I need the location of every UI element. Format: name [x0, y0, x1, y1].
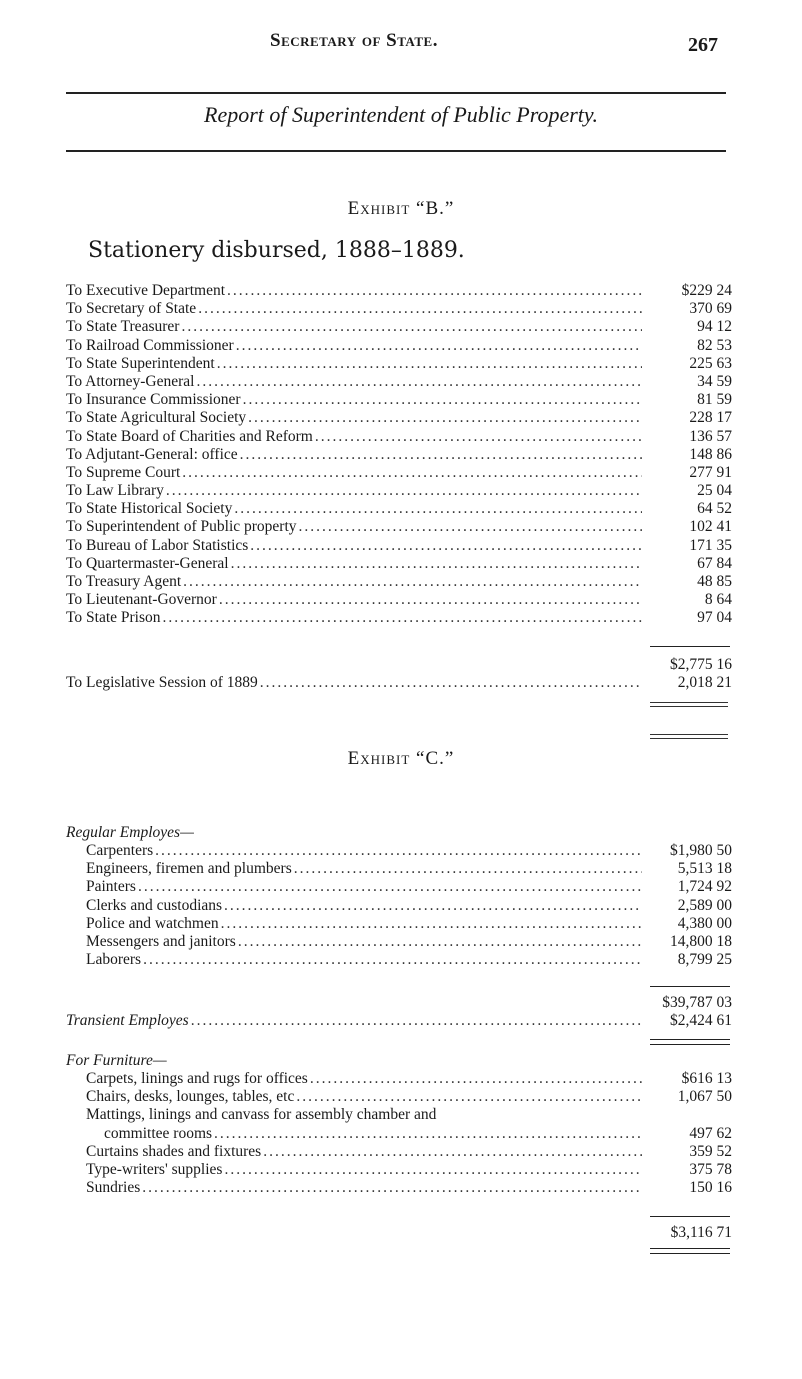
item-amount: $616 13 — [681, 1070, 732, 1087]
leader-dots — [181, 318, 642, 336]
item-amount: 8,799 25 — [677, 951, 732, 969]
item-amount: 97 04 — [697, 609, 732, 627]
leader-dots — [219, 591, 642, 609]
list-item — [66, 482, 732, 500]
exhibit-b-totals — [66, 656, 732, 692]
item-label: To Executive Department — [66, 282, 226, 299]
item-label: To Secretary of State — [66, 300, 197, 318]
regular-total-rule — [650, 986, 730, 987]
item-amount: 4,380 00 — [677, 914, 732, 932]
leader-dots — [250, 537, 642, 555]
leader-dots — [294, 860, 642, 878]
leader-dots — [296, 1088, 642, 1106]
list-item — [66, 933, 732, 951]
header-rule-top — [66, 92, 726, 94]
regular-employes-list — [66, 824, 732, 969]
item-label: Police and watchmen — [86, 914, 219, 932]
legislative-row — [66, 674, 732, 692]
furniture-total-amount: $3,116 71 — [670, 1224, 732, 1241]
leader-dots — [138, 878, 642, 896]
list-item — [66, 1125, 732, 1143]
leader-dots — [234, 500, 642, 518]
item-amount: 228 17 — [689, 409, 732, 427]
item-label: To Law Library — [66, 482, 164, 500]
item-amount: 34 59 — [697, 372, 732, 390]
furniture-total-row — [66, 1224, 732, 1242]
item-amount: 94 12 — [697, 318, 732, 336]
leader-dots — [182, 464, 642, 482]
item-label: Sundries — [86, 1179, 141, 1197]
list-item — [66, 860, 732, 878]
item-amount: 150 16 — [689, 1179, 732, 1197]
leader-dots — [183, 573, 642, 591]
leader-dots — [196, 373, 642, 391]
item-amount: 81 59 — [697, 391, 732, 409]
leader-dots — [155, 842, 642, 860]
regular-totals — [66, 994, 732, 1030]
list-item — [66, 373, 732, 391]
item-label: To Railroad Commissioner — [66, 336, 234, 354]
leader-dots — [198, 300, 642, 318]
header-rule-bottom — [66, 150, 726, 152]
leader-dots — [227, 282, 642, 300]
subtotal-rule — [650, 646, 730, 647]
list-item — [66, 500, 732, 518]
page-number: 267 — [688, 34, 718, 56]
exhibit-b-list — [66, 282, 732, 628]
list-item — [66, 409, 732, 427]
item-label: To State Treasurer — [66, 318, 180, 336]
item-label: To Insurance Commissioner — [66, 391, 241, 409]
item-label: To State Historical Society — [66, 500, 233, 518]
leader-dots — [263, 1143, 642, 1161]
list-item — [66, 609, 732, 627]
item-label: To Lieutenant-Governor — [66, 591, 217, 609]
item-label: Carpenters — [86, 842, 154, 859]
dash-rule — [650, 702, 728, 707]
list-item — [66, 1070, 732, 1088]
leader-dots — [143, 951, 642, 969]
item-amount: 148 86 — [689, 445, 732, 463]
furniture-heading: For Furniture— — [66, 1052, 167, 1069]
list-item — [66, 1143, 732, 1161]
item-label: Type-writers' supplies — [86, 1160, 223, 1178]
item-amount: 82 53 — [697, 336, 732, 354]
list-item — [66, 518, 732, 536]
item-amount: 375 78 — [689, 1160, 732, 1178]
list-item — [66, 878, 732, 896]
double-rule — [650, 1248, 730, 1254]
item-amount: 136 57 — [689, 427, 732, 445]
item-label: Engineers, firemen and plumbers — [86, 860, 292, 878]
exhibit-c-heading: Exhibit “C.” — [347, 748, 455, 769]
leader-dots — [240, 446, 642, 464]
list-item — [66, 555, 732, 573]
leader-dots — [260, 674, 642, 692]
list-item — [66, 915, 732, 933]
list-item — [66, 318, 732, 336]
item-amount: 25 04 — [697, 482, 732, 500]
leader-dots — [231, 555, 642, 573]
list-item — [66, 337, 732, 355]
item-amount: 2,589 00 — [677, 896, 732, 914]
item-label: To State Board of Charities and Reform — [66, 427, 313, 445]
item-amount: $229 24 — [681, 282, 732, 299]
leader-dots — [142, 1179, 642, 1197]
item-label: Curtains shades and fixtures — [86, 1142, 262, 1160]
list-item — [66, 537, 732, 555]
item-label: To Attorney-General — [66, 372, 195, 390]
item-amount: 64 52 — [697, 500, 732, 518]
item-label: Messengers and janitors — [86, 932, 236, 950]
leader-dots — [236, 337, 642, 355]
list-item — [66, 1161, 732, 1179]
leader-dots — [224, 1161, 642, 1179]
leader-dots — [315, 428, 642, 446]
exhibit-b-heading: Exhibit “B.” — [347, 198, 455, 219]
item-label: To Adjutant-General: office — [66, 445, 238, 463]
double-rule — [650, 1039, 730, 1045]
item-label: To Supreme Court — [66, 463, 181, 481]
leader-dots — [224, 897, 642, 915]
leader-dots — [243, 391, 642, 409]
leader-dots — [299, 518, 642, 536]
list-item — [66, 573, 732, 591]
leader-dots — [214, 1125, 642, 1143]
list-item — [66, 951, 732, 969]
list-item — [66, 300, 732, 318]
leader-dots — [217, 355, 642, 373]
leader-dots — [248, 409, 642, 427]
list-item — [66, 282, 732, 300]
exhibit-b-subtitle: Stationery disbursed, 1888–1889. — [88, 238, 465, 263]
item-label: To Treasury Agent — [66, 573, 182, 590]
item-label: To State Agricultural Society — [66, 409, 247, 427]
item-label: To Bureau of Labor Statistics — [66, 536, 249, 554]
item-amount: 370 69 — [689, 300, 732, 318]
list-item — [66, 1106, 732, 1124]
leader-dots — [310, 1070, 642, 1088]
transient-label: Transient Employes — [66, 1012, 189, 1030]
transient-amount: $2,424 61 — [670, 1012, 732, 1030]
legislative-amount: 2,018 21 — [677, 674, 732, 692]
item-label: committee rooms — [104, 1124, 213, 1142]
list-item — [66, 1179, 732, 1197]
item-amount: 48 85 — [697, 573, 732, 590]
list-item — [66, 1088, 732, 1106]
item-label: Mattings, linings and canvass for assembly chamber and — [86, 1106, 437, 1124]
list-item — [66, 464, 732, 482]
item-amount: 67 84 — [697, 554, 732, 572]
item-amount: 171 35 — [689, 536, 732, 554]
item-amount: 277 91 — [689, 463, 732, 481]
leader-dots — [238, 933, 642, 951]
list-item — [66, 897, 732, 915]
dash-rule — [650, 734, 728, 739]
item-amount: 225 63 — [689, 354, 732, 372]
leader-dots — [166, 482, 642, 500]
item-amount: 1,067 50 — [677, 1088, 732, 1106]
list-item — [66, 355, 732, 373]
legislative-label: To Legislative Session of 1889 — [66, 674, 258, 692]
list-item — [66, 446, 732, 464]
item-amount: 359 52 — [689, 1142, 732, 1160]
leader-dots — [221, 915, 642, 933]
item-label: To State Prison — [66, 609, 161, 627]
leader-dots — [191, 1012, 642, 1030]
item-label: Chairs, desks, lounges, tables, etc — [86, 1088, 295, 1106]
item-label: Laborers — [86, 951, 142, 969]
list-item — [66, 428, 732, 446]
item-amount: 102 41 — [689, 518, 732, 536]
item-label: To Quartermaster-General — [66, 554, 229, 572]
furniture-list — [66, 1052, 732, 1197]
item-amount: 5,513 18 — [677, 860, 732, 878]
leader-dots — [163, 609, 643, 627]
item-amount: 497 62 — [689, 1124, 732, 1142]
item-label: Carpets, linings and rugs for offices — [86, 1070, 308, 1087]
report-title: Report of Superintendent of Public Property. — [204, 102, 598, 127]
item-label: Painters — [86, 878, 136, 896]
item-label: To Superintendent of Public property — [66, 518, 297, 536]
furniture-total-rule — [650, 1216, 730, 1217]
subtotal-amount: $2,775 16 — [670, 656, 732, 673]
item-amount: 14,800 18 — [670, 932, 732, 950]
regular-total-row — [66, 994, 732, 1012]
list-item — [66, 591, 732, 609]
item-amount: 1,724 92 — [677, 878, 732, 896]
item-amount: 8 64 — [704, 591, 732, 609]
furniture-totals — [66, 1224, 732, 1242]
transient-row — [66, 1012, 732, 1030]
item-amount: $1,980 50 — [670, 842, 732, 859]
running-title: Secretary of State. — [270, 30, 438, 51]
item-label: Clerks and custodians — [86, 896, 223, 914]
list-item — [66, 842, 732, 860]
item-label: To State Superintendent — [66, 354, 215, 372]
subtotal-row — [66, 656, 732, 674]
list-item — [66, 391, 732, 409]
regular-total-amount: $39,787 03 — [662, 994, 732, 1011]
regular-employes-heading: Regular Employes— — [66, 824, 194, 841]
